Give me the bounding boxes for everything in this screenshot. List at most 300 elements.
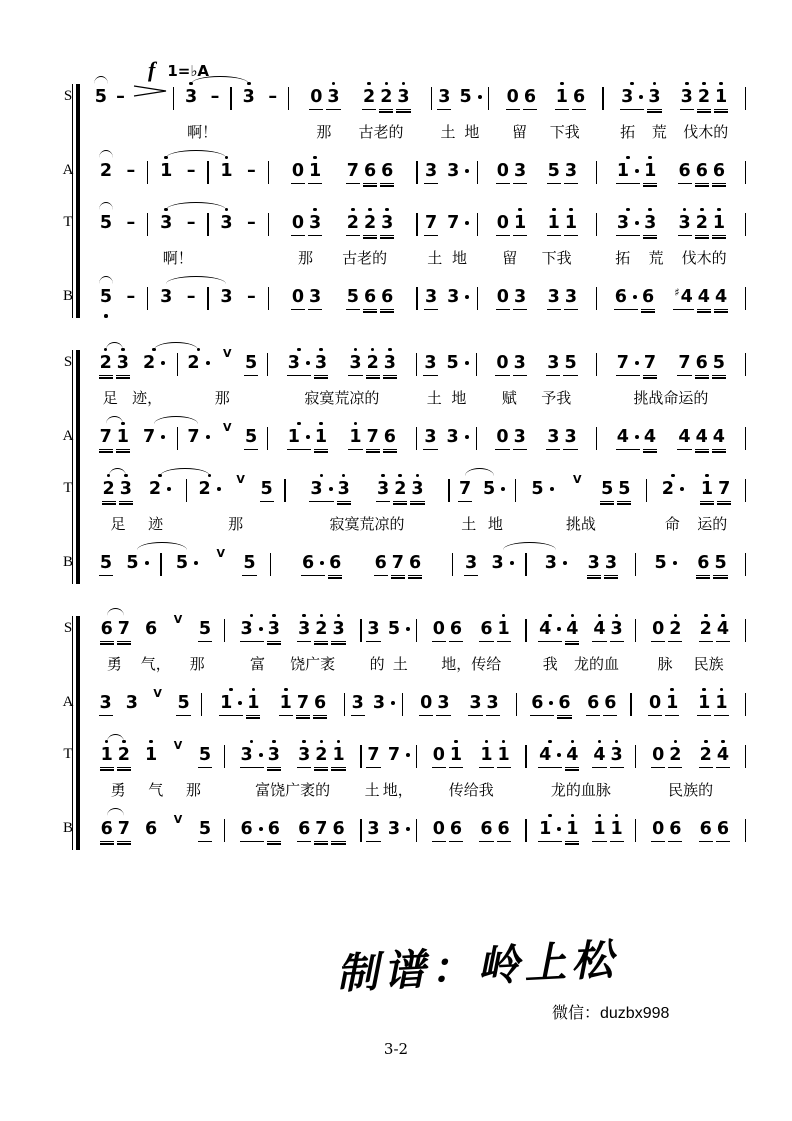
note (513, 154, 527, 194)
augmentation-dot (465, 435, 469, 439)
note-digit: 3 (648, 87, 661, 107)
augmentation-dot (549, 701, 553, 705)
beam-underline (287, 375, 311, 376)
note (314, 812, 328, 852)
octave-dot-above (107, 474, 111, 478)
octave-dot-above (598, 814, 602, 818)
note-digit: 4 (593, 745, 606, 765)
music-line (88, 472, 746, 534)
measure (362, 812, 416, 852)
measure (88, 472, 186, 534)
beam-underline (647, 111, 661, 112)
beam-underline (563, 375, 577, 376)
beam-underline (313, 717, 327, 718)
note (616, 206, 640, 246)
note (287, 420, 311, 460)
beam-underline (641, 309, 655, 310)
beam-underline (279, 715, 293, 716)
octave-dot-above (598, 614, 602, 618)
measure (162, 546, 270, 586)
note (99, 686, 113, 726)
beam-underline (643, 449, 657, 450)
note-digit: 6 (678, 161, 691, 181)
measure (417, 612, 525, 674)
beam-underline (314, 769, 328, 770)
beam-group (430, 738, 464, 778)
notes-row (636, 812, 744, 852)
beam-underline (557, 715, 571, 716)
lyrics-row (269, 247, 417, 268)
octave-dot-above (615, 814, 619, 818)
note (424, 280, 438, 320)
note-digit: 6 (697, 553, 710, 573)
note-digit: 2 (363, 87, 376, 107)
note-digit: 5 (260, 479, 273, 499)
lyric-syllable: 那 (316, 123, 332, 141)
octave-dot-above (571, 740, 575, 744)
note-digit: 7 (458, 479, 472, 499)
beam-underline (464, 575, 478, 576)
note (366, 612, 380, 652)
note-digit: 3 (267, 619, 280, 639)
augmentation-dot (510, 561, 514, 565)
note (513, 420, 527, 460)
voice-label-S: S (63, 88, 73, 104)
note (99, 420, 113, 460)
note (717, 472, 731, 512)
octave-dot-above (385, 82, 389, 86)
beam-group (422, 280, 439, 320)
breath-mark-icon: V (223, 421, 232, 434)
notes-row (162, 546, 270, 586)
measure (187, 472, 285, 534)
lyrics-row (516, 513, 646, 534)
beam-underline (651, 767, 665, 768)
music-line (88, 154, 746, 194)
lyric-syllable: 挑战 (565, 515, 596, 533)
octave-dot-above (368, 208, 372, 212)
beam-underline (643, 185, 657, 186)
note (387, 812, 411, 852)
beam-group (418, 686, 452, 726)
beam-underline (717, 503, 731, 504)
note (119, 472, 133, 512)
lyric-syllable: 龙的血脉 (550, 781, 611, 799)
beam-underline (366, 641, 380, 642)
beam-underline (410, 503, 424, 504)
note-digit: 3 (491, 553, 504, 573)
measure (527, 546, 635, 586)
note-digit: 6 (587, 693, 600, 713)
beam-underline (297, 841, 311, 842)
barline (745, 161, 746, 184)
octave-dot-above (398, 474, 402, 478)
beam-underline (695, 449, 709, 450)
note (565, 738, 579, 778)
beam-group (289, 206, 323, 246)
score-system (62, 612, 746, 852)
beam-group (676, 154, 728, 194)
beam-underline (363, 237, 377, 238)
lyric-syllable: 古老的 (342, 249, 388, 267)
note (446, 154, 470, 194)
augmentation-dot (406, 627, 410, 631)
beam-group (494, 346, 528, 386)
beam-underline (244, 375, 258, 376)
note (410, 472, 424, 512)
note-digit: 7 (447, 213, 460, 233)
note-digit: 1 (279, 693, 292, 713)
music-line (88, 686, 746, 726)
dash (246, 280, 257, 320)
octave-dot-above (671, 474, 675, 478)
beam-underline (547, 309, 561, 310)
notes-row (225, 812, 361, 852)
octave-dot-above (105, 740, 109, 744)
notes-row (209, 206, 268, 246)
beam-group (676, 206, 728, 246)
beam-underline (513, 235, 527, 236)
measure (269, 280, 417, 320)
beam-underline (495, 375, 509, 376)
measure (225, 812, 361, 852)
note-digit: 1 (666, 693, 679, 713)
note-digit: 6 (531, 693, 544, 713)
beam-underline (587, 577, 601, 578)
measure (597, 154, 745, 194)
measure (209, 154, 268, 194)
note-digit: 7 (187, 427, 200, 447)
note-digit: 5 (245, 427, 258, 447)
beam-group (375, 472, 427, 512)
note-digit: 1 (449, 745, 463, 765)
measure (478, 280, 596, 320)
note-digit: 3 (351, 693, 364, 713)
beam-underline (348, 449, 362, 450)
notes-row (432, 80, 489, 120)
beam-underline (346, 309, 360, 310)
lyric-syllable: 土 (461, 515, 477, 533)
note-digit: 1 (700, 479, 714, 499)
beam-underline (592, 641, 606, 642)
beam-underline (665, 715, 679, 716)
notes-row (597, 154, 745, 194)
note-digit: 6 (329, 553, 342, 573)
notes-row (597, 420, 745, 460)
note-digit: – (126, 161, 136, 181)
beam-group (612, 280, 656, 320)
octave-dot-above (416, 474, 420, 478)
measure (88, 80, 173, 142)
note-digit: 3 (411, 479, 424, 499)
measure (636, 546, 744, 586)
measure (418, 154, 477, 194)
note-digit: 5 (99, 287, 113, 307)
beam-underline (714, 715, 728, 716)
note (279, 686, 293, 726)
beam-group (430, 812, 464, 852)
note (695, 206, 709, 246)
dash (115, 80, 126, 120)
note (557, 686, 571, 726)
note (572, 80, 586, 120)
dash (210, 80, 221, 120)
note (396, 80, 410, 120)
beam-group (614, 154, 658, 194)
note-digit: 2 (102, 479, 115, 499)
beam-underline (296, 717, 310, 718)
voice-label-A: A (62, 694, 74, 710)
notes-row (647, 472, 745, 512)
beam-underline (240, 641, 264, 642)
augmentation-dot (465, 221, 469, 225)
note-digit: 3 (621, 87, 634, 107)
note (246, 686, 260, 726)
measure (202, 686, 344, 726)
note (99, 206, 113, 246)
note (267, 612, 281, 652)
note-digit: 6 (408, 553, 422, 573)
augmentation-dot (194, 561, 198, 565)
lyrics-row (225, 653, 361, 674)
beam-group (97, 686, 114, 726)
beam-underline (712, 449, 726, 450)
beam-underline (242, 575, 256, 576)
note (117, 612, 131, 652)
beam-underline (267, 841, 281, 842)
beam-group (545, 154, 579, 194)
beam-underline (408, 577, 422, 578)
note (564, 154, 578, 194)
note (100, 612, 114, 652)
beam-group (529, 686, 573, 726)
rest (291, 154, 305, 194)
dash (125, 206, 136, 246)
voice-line-T (63, 206, 746, 268)
beam-underline (617, 503, 631, 504)
note (482, 472, 506, 512)
augmentation-dot (406, 753, 410, 757)
score-header (148, 54, 746, 80)
measure (225, 612, 361, 674)
lyrics-row (286, 513, 449, 534)
note-digit: 6 (523, 87, 537, 107)
measure (174, 80, 231, 142)
notes-row (286, 472, 449, 512)
note-digit: 2 (661, 479, 674, 499)
beam-group (614, 206, 658, 246)
note-digit: 1 (715, 87, 728, 107)
note (380, 206, 394, 246)
beam-underline (678, 235, 692, 236)
beam-underline (99, 451, 113, 452)
note-digit: 0 (310, 87, 323, 107)
notes-row (403, 686, 516, 726)
beam-underline (240, 841, 264, 842)
lyric-syllable: 留 (512, 123, 528, 141)
octave-dot-above (302, 740, 306, 744)
notes-row (148, 206, 207, 246)
octave-dot-above (121, 422, 125, 426)
notes-row (178, 420, 267, 460)
note-digit: 7 (99, 427, 112, 447)
measure (403, 686, 516, 726)
beam-underline (296, 715, 310, 716)
beam-underline (383, 451, 397, 452)
octave-dot-above (721, 740, 725, 744)
beam-underline (616, 375, 640, 376)
note-digit: 4 (714, 287, 728, 307)
octave-dot-above (371, 348, 375, 352)
voice-line-A (62, 154, 746, 194)
note (468, 686, 482, 726)
note (513, 280, 527, 320)
note (423, 346, 437, 386)
beam-group (238, 738, 282, 778)
augmentation-dot (167, 487, 171, 491)
octave-dot-above (648, 208, 652, 212)
beam-underline (383, 449, 397, 450)
note-digit: 7 (315, 819, 328, 839)
beam-group (243, 420, 260, 460)
beam-underline (314, 843, 328, 844)
note-digit: 3 (267, 745, 280, 765)
note (408, 546, 422, 586)
beam-underline (119, 503, 133, 504)
note (387, 738, 411, 778)
note (423, 420, 437, 460)
octave-dot-above (250, 614, 254, 618)
voice-line-S (63, 346, 746, 408)
beam-underline (610, 767, 624, 768)
barline (745, 287, 746, 310)
beam-group (422, 420, 439, 460)
beam-underline (260, 501, 274, 502)
beam-group (175, 686, 192, 726)
notes-row (478, 206, 596, 246)
notes-row (88, 686, 201, 726)
beam-underline (643, 235, 657, 236)
beam-group (537, 812, 581, 852)
note-digit: 0 (432, 619, 445, 639)
note-digit: – (210, 87, 220, 107)
note (668, 812, 682, 852)
lyrics-row (478, 247, 596, 268)
note (699, 738, 713, 778)
octave-dot-above (674, 614, 678, 618)
lyrics-row (88, 779, 224, 800)
note (547, 206, 561, 246)
barline (745, 427, 746, 450)
beam-underline (530, 715, 554, 716)
beam-group (347, 420, 399, 460)
beam-underline (678, 183, 692, 184)
notes-row (527, 612, 635, 652)
note-digit: 5 (564, 353, 577, 373)
lyrics-row (597, 247, 745, 268)
notes-row (636, 612, 744, 652)
system-bracket (72, 616, 73, 850)
octave-dot-above (385, 208, 389, 212)
note (362, 80, 376, 120)
beam-underline (668, 841, 682, 842)
lyrics-row (88, 247, 147, 268)
note-digit: 6 (383, 427, 396, 447)
note (314, 420, 328, 460)
beam-underline (119, 501, 133, 502)
note-digit: 3 (547, 353, 560, 373)
note-digit: 3 (678, 213, 691, 233)
beam-underline (479, 841, 493, 842)
note (99, 546, 113, 586)
measure (597, 346, 745, 408)
note-digit: 3 (242, 87, 255, 107)
note (446, 346, 470, 386)
beam-underline (328, 575, 342, 576)
note (197, 472, 221, 512)
beam-group (537, 612, 581, 652)
beam-underline (116, 377, 130, 378)
note-digit: 6 (301, 553, 315, 573)
lyric-syllable: 土 (426, 389, 442, 407)
beam-underline (176, 715, 190, 716)
beam-underline (712, 237, 726, 238)
note (102, 472, 116, 512)
beam-underline (424, 309, 438, 310)
beam-group (504, 80, 538, 120)
lyrics-row (232, 121, 289, 142)
beam-underline (643, 237, 657, 238)
notes-row (209, 154, 268, 194)
note-digit: 3 (310, 479, 323, 499)
note (366, 420, 380, 460)
beam-underline (116, 375, 130, 376)
note (100, 738, 114, 778)
octave-dot-above (569, 208, 573, 212)
beam-underline (331, 767, 345, 768)
music-line (88, 280, 746, 320)
note-digit: 7 (366, 427, 379, 447)
measure (478, 206, 596, 268)
beam-underline (449, 841, 463, 842)
note (565, 812, 579, 852)
dash (125, 280, 136, 320)
barline (745, 479, 746, 502)
octave-dot-above (124, 474, 128, 478)
note-digit: 2 (669, 619, 682, 639)
note-digit: 2 (187, 353, 200, 373)
notes-row (88, 346, 177, 386)
note-digit: 5 (712, 353, 725, 373)
note (144, 738, 158, 778)
note (523, 80, 537, 120)
augmentation-dot (563, 561, 567, 565)
beam-underline (716, 641, 730, 642)
octave-dot-above (683, 208, 687, 212)
note (610, 812, 624, 852)
beam-underline (614, 309, 638, 310)
notes-row (604, 80, 745, 120)
octave-dot-above (337, 740, 341, 744)
beam-group (697, 738, 731, 778)
octave-dot-above (225, 208, 229, 212)
octave-dot-above (719, 82, 723, 86)
lyrics-row (268, 387, 416, 408)
note (376, 472, 390, 512)
lyrics-row (88, 653, 224, 674)
beam-underline (291, 235, 305, 236)
note-digit: 3 (125, 693, 138, 713)
